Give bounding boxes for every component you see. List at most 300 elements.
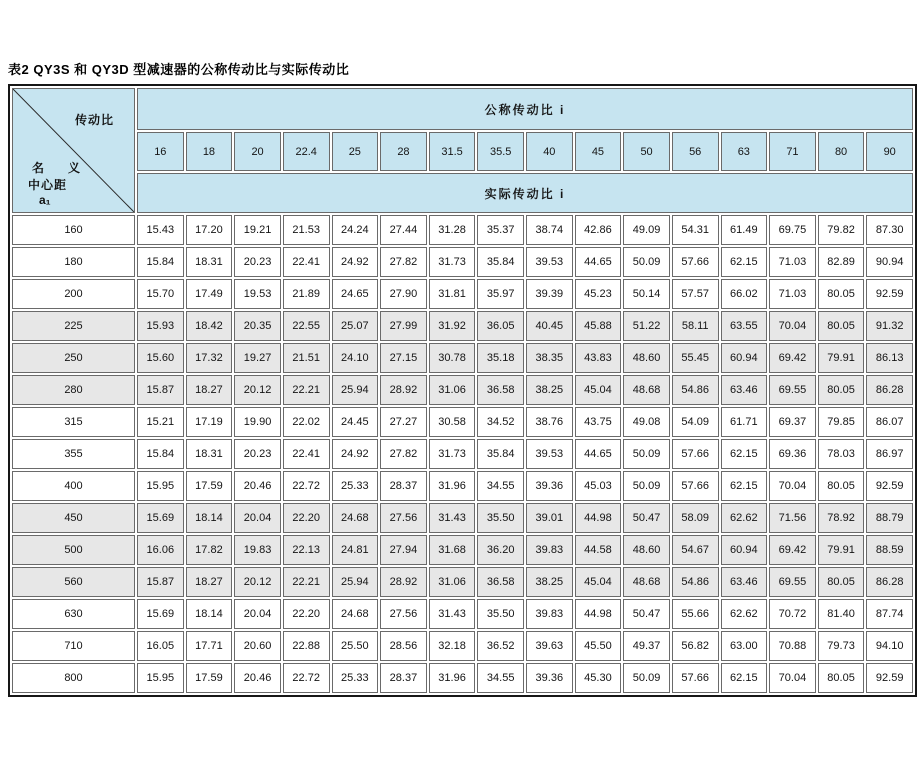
ratio-value-cell: 48.60: [623, 343, 670, 373]
ratio-value-cell: 18.27: [186, 567, 233, 597]
ratio-value-cell: 22.13: [283, 535, 330, 565]
ratio-value-cell: 34.55: [477, 663, 524, 693]
ratio-value-cell: 54.67: [672, 535, 719, 565]
ratio-value-cell: 36.05: [477, 311, 524, 341]
ratio-value-cell: 24.68: [332, 599, 379, 629]
ratio-value-cell: 20.04: [234, 503, 281, 533]
ratio-value-cell: 20.23: [234, 247, 281, 277]
ratio-value-cell: 31.43: [429, 599, 476, 629]
table-body: [12, 215, 913, 693]
ratio-value-cell: 25.07: [332, 311, 379, 341]
ratio-value-cell: 15.69: [137, 599, 184, 629]
corner-center-distance-label: 中心距: [28, 178, 68, 192]
ratio-value-cell: 20.12: [234, 375, 281, 405]
nominal-ratio-header: 31.5: [429, 132, 476, 171]
ratio-value-cell: 30.78: [429, 343, 476, 373]
center-distance-cell: 500: [12, 535, 135, 565]
ratio-value-cell: 57.66: [672, 439, 719, 469]
ratio-value-cell: 86.97: [866, 439, 913, 469]
ratio-value-cell: 31.73: [429, 439, 476, 469]
ratio-value-cell: 22.72: [283, 471, 330, 501]
ratio-value-cell: 36.58: [477, 567, 524, 597]
corner-cell: [12, 88, 135, 213]
ratio-value-cell: 63.00: [721, 631, 768, 661]
ratio-value-cell: 80.05: [818, 279, 865, 309]
ratio-value-cell: 24.92: [332, 439, 379, 469]
ratio-value-cell: 56.82: [672, 631, 719, 661]
ratio-value-cell: 24.45: [332, 407, 379, 437]
ratio-value-cell: 17.19: [186, 407, 233, 437]
ratio-value-cell: 15.84: [137, 439, 184, 469]
table-row: [12, 215, 913, 245]
transmission-ratio-table: [8, 84, 917, 697]
ratio-value-cell: 27.90: [380, 279, 427, 309]
ratio-value-cell: 17.59: [186, 663, 233, 693]
ratio-value-cell: 71.03: [769, 279, 816, 309]
ratio-value-cell: 27.15: [380, 343, 427, 373]
ratio-value-cell: 57.66: [672, 663, 719, 693]
ratio-value-cell: 70.04: [769, 471, 816, 501]
ratio-value-cell: 28.37: [380, 663, 427, 693]
ratio-value-cell: 45.04: [575, 567, 622, 597]
ratio-value-cell: 39.39: [526, 279, 573, 309]
ratio-value-cell: 17.71: [186, 631, 233, 661]
ratio-value-cell: 31.06: [429, 567, 476, 597]
ratio-value-cell: 25.33: [332, 663, 379, 693]
ratio-value-cell: 66.02: [721, 279, 768, 309]
ratio-value-cell: 70.72: [769, 599, 816, 629]
ratio-value-cell: 69.55: [769, 567, 816, 597]
ratio-value-cell: 28.92: [380, 567, 427, 597]
ratio-value-cell: 31.73: [429, 247, 476, 277]
ratio-value-cell: 15.87: [137, 567, 184, 597]
ratio-value-cell: 39.53: [526, 439, 573, 469]
ratio-value-cell: 80.05: [818, 311, 865, 341]
ratio-value-cell: 71.03: [769, 247, 816, 277]
ratio-value-cell: 15.87: [137, 375, 184, 405]
ratio-value-cell: 48.68: [623, 375, 670, 405]
ratio-value-cell: 31.81: [429, 279, 476, 309]
ratio-value-cell: 24.92: [332, 247, 379, 277]
ratio-value-cell: 90.94: [866, 247, 913, 277]
ratio-value-cell: 50.14: [623, 279, 670, 309]
ratio-value-cell: 15.70: [137, 279, 184, 309]
ratio-value-cell: 62.62: [721, 599, 768, 629]
ratio-value-cell: 62.15: [721, 471, 768, 501]
ratio-value-cell: 79.85: [818, 407, 865, 437]
ratio-value-cell: 69.42: [769, 535, 816, 565]
ratio-value-cell: 38.35: [526, 343, 573, 373]
ratio-value-cell: 15.69: [137, 503, 184, 533]
ratio-value-cell: 22.41: [283, 439, 330, 469]
nominal-ratio-header: 40: [526, 132, 573, 171]
ratio-value-cell: 79.82: [818, 215, 865, 245]
nominal-ratio-header: 18: [186, 132, 233, 171]
table-row: [12, 407, 913, 437]
nominal-ratio-header: 45: [575, 132, 622, 171]
ratio-value-cell: 50.09: [623, 439, 670, 469]
ratio-value-cell: 35.18: [477, 343, 524, 373]
table-row: [12, 599, 913, 629]
ratio-value-cell: 61.71: [721, 407, 768, 437]
ratio-value-cell: 19.53: [234, 279, 281, 309]
ratio-value-cell: 71.56: [769, 503, 816, 533]
ratio-value-cell: 19.21: [234, 215, 281, 245]
ratio-value-cell: 24.68: [332, 503, 379, 533]
ratio-value-cell: 18.14: [186, 599, 233, 629]
ratio-value-cell: 69.37: [769, 407, 816, 437]
ratio-value-cell: 44.65: [575, 439, 622, 469]
ratio-value-cell: 49.09: [623, 215, 670, 245]
ratio-value-cell: 58.09: [672, 503, 719, 533]
ratio-value-cell: 44.58: [575, 535, 622, 565]
ratio-value-cell: 92.59: [866, 471, 913, 501]
ratio-value-cell: 34.52: [477, 407, 524, 437]
ratio-value-cell: 78.92: [818, 503, 865, 533]
table-row: [12, 663, 913, 693]
ratio-value-cell: 54.86: [672, 567, 719, 597]
center-distance-cell: 355: [12, 439, 135, 469]
nominal-ratio-header: 28: [380, 132, 427, 171]
nominal-ratio-header: 25: [332, 132, 379, 171]
nominal-ratio-header: 22.4: [283, 132, 330, 171]
ratio-value-cell: 24.81: [332, 535, 379, 565]
ratio-value-cell: 49.37: [623, 631, 670, 661]
ratio-value-cell: 20.46: [234, 663, 281, 693]
ratio-value-cell: 81.40: [818, 599, 865, 629]
ratio-value-cell: 62.15: [721, 439, 768, 469]
actual-ratio-band: 实际传动比 i: [137, 173, 913, 213]
ratio-value-cell: 22.72: [283, 663, 330, 693]
ratio-value-cell: 88.59: [866, 535, 913, 565]
ratio-value-cell: 45.03: [575, 471, 622, 501]
ratio-value-cell: 54.86: [672, 375, 719, 405]
ratio-value-cell: 38.74: [526, 215, 573, 245]
ratio-value-cell: 15.84: [137, 247, 184, 277]
ratio-value-cell: 20.23: [234, 439, 281, 469]
ratio-value-cell: 70.88: [769, 631, 816, 661]
page-title: 表2 QY3S 和 QY3D 型减速器的公称传动比与实际传动比: [8, 62, 350, 77]
ratio-value-cell: 57.57: [672, 279, 719, 309]
ratio-value-cell: 44.65: [575, 247, 622, 277]
ratio-value-cell: 48.68: [623, 567, 670, 597]
center-distance-cell: 560: [12, 567, 135, 597]
ratio-value-cell: 80.05: [818, 471, 865, 501]
ratio-value-cell: 38.25: [526, 375, 573, 405]
nominal-ratio-header: 56: [672, 132, 719, 171]
ratio-value-cell: 27.56: [380, 599, 427, 629]
ratio-value-cell: 25.33: [332, 471, 379, 501]
corner-nominal-label-line1: 名 义: [32, 161, 87, 175]
ratio-value-cell: 15.95: [137, 663, 184, 693]
ratio-value-cell: 15.43: [137, 215, 184, 245]
ratio-value-cell: 69.75: [769, 215, 816, 245]
ratio-value-cell: 21.53: [283, 215, 330, 245]
ratio-value-cell: 45.23: [575, 279, 622, 309]
nominal-ratio-band: 公称传动比 i: [137, 88, 913, 130]
nominal-ratio-header: 16: [137, 132, 184, 171]
ratio-value-cell: 63.46: [721, 375, 768, 405]
ratio-value-cell: 18.31: [186, 247, 233, 277]
ratio-value-cell: 17.49: [186, 279, 233, 309]
ratio-value-cell: 42.86: [575, 215, 622, 245]
ratio-value-cell: 18.27: [186, 375, 233, 405]
table-row: [12, 279, 913, 309]
ratio-value-cell: 39.83: [526, 535, 573, 565]
ratio-value-cell: 15.93: [137, 311, 184, 341]
ratio-value-cell: 44.98: [575, 503, 622, 533]
ratio-value-cell: 44.98: [575, 599, 622, 629]
ratio-value-cell: 82.89: [818, 247, 865, 277]
center-distance-cell: 315: [12, 407, 135, 437]
ratio-value-cell: 35.50: [477, 599, 524, 629]
nominal-ratio-header: 71: [769, 132, 816, 171]
ratio-value-cell: 60.94: [721, 343, 768, 373]
ratio-value-cell: 20.35: [234, 311, 281, 341]
ratio-value-cell: 38.25: [526, 567, 573, 597]
ratio-value-cell: 35.37: [477, 215, 524, 245]
ratio-value-cell: 18.14: [186, 503, 233, 533]
ratio-value-cell: 17.59: [186, 471, 233, 501]
ratio-value-cell: 35.84: [477, 247, 524, 277]
ratio-value-cell: 36.58: [477, 375, 524, 405]
ratio-value-cell: 79.73: [818, 631, 865, 661]
ratio-value-cell: 36.52: [477, 631, 524, 661]
ratio-value-cell: 32.18: [429, 631, 476, 661]
ratio-value-cell: 62.62: [721, 503, 768, 533]
ratio-value-cell: 27.56: [380, 503, 427, 533]
table-row: [12, 631, 913, 661]
ratio-value-cell: 22.02: [283, 407, 330, 437]
ratio-value-cell: 20.60: [234, 631, 281, 661]
ratio-value-cell: 31.92: [429, 311, 476, 341]
center-distance-cell: 400: [12, 471, 135, 501]
ratio-value-cell: 27.94: [380, 535, 427, 565]
ratio-value-cell: 54.31: [672, 215, 719, 245]
ratio-value-cell: 69.36: [769, 439, 816, 469]
ratio-value-cell: 86.13: [866, 343, 913, 373]
ratio-value-cell: 40.45: [526, 311, 573, 341]
ratio-value-cell: 22.21: [283, 375, 330, 405]
table-row: [12, 503, 913, 533]
ratio-value-cell: 43.75: [575, 407, 622, 437]
ratio-value-cell: 24.65: [332, 279, 379, 309]
center-distance-cell: 250: [12, 343, 135, 373]
center-distance-cell: 200: [12, 279, 135, 309]
ratio-value-cell: 38.76: [526, 407, 573, 437]
ratio-value-cell: 61.49: [721, 215, 768, 245]
ratio-value-cell: 31.43: [429, 503, 476, 533]
ratio-value-cell: 60.94: [721, 535, 768, 565]
header-row-actual-band: [12, 173, 913, 213]
ratio-value-cell: 57.66: [672, 247, 719, 277]
ratio-value-cell: 25.94: [332, 375, 379, 405]
ratio-value-cell: 19.90: [234, 407, 281, 437]
nominal-ratio-header: 50: [623, 132, 670, 171]
ratio-value-cell: 24.24: [332, 215, 379, 245]
ratio-value-cell: 70.04: [769, 311, 816, 341]
ratio-value-cell: 27.27: [380, 407, 427, 437]
ratio-value-cell: 22.20: [283, 599, 330, 629]
ratio-value-cell: 57.66: [672, 471, 719, 501]
ratio-value-cell: 31.06: [429, 375, 476, 405]
ratio-value-cell: 45.30: [575, 663, 622, 693]
ratio-value-cell: 39.53: [526, 247, 573, 277]
ratio-value-cell: 17.82: [186, 535, 233, 565]
ratio-value-cell: 20.46: [234, 471, 281, 501]
ratio-value-cell: 25.94: [332, 567, 379, 597]
ratio-value-cell: 69.55: [769, 375, 816, 405]
ratio-value-cell: 21.51: [283, 343, 330, 373]
table-row: [12, 439, 913, 469]
center-distance-cell: 160: [12, 215, 135, 245]
table-row: [12, 375, 913, 405]
table-row: [12, 343, 913, 373]
ratio-value-cell: 63.46: [721, 567, 768, 597]
nominal-ratio-header: 20: [234, 132, 281, 171]
ratio-value-cell: 50.47: [623, 503, 670, 533]
ratio-value-cell: 94.10: [866, 631, 913, 661]
ratio-value-cell: 43.83: [575, 343, 622, 373]
ratio-value-cell: 62.15: [721, 663, 768, 693]
ratio-value-cell: 51.22: [623, 311, 670, 341]
ratio-value-cell: 45.88: [575, 311, 622, 341]
ratio-value-cell: 86.07: [866, 407, 913, 437]
corner-a1-symbol: a₁: [39, 193, 51, 207]
table-row: [12, 471, 913, 501]
ratio-value-cell: 20.04: [234, 599, 281, 629]
ratio-value-cell: 54.09: [672, 407, 719, 437]
ratio-value-cell: 35.97: [477, 279, 524, 309]
ratio-value-cell: 17.20: [186, 215, 233, 245]
ratio-value-cell: 24.10: [332, 343, 379, 373]
ratio-value-cell: 35.84: [477, 439, 524, 469]
center-distance-cell: 450: [12, 503, 135, 533]
header-row-nominal-band: [12, 88, 913, 130]
center-distance-cell: 225: [12, 311, 135, 341]
ratio-value-cell: 18.31: [186, 439, 233, 469]
ratio-value-cell: 22.20: [283, 503, 330, 533]
table-row: [12, 535, 913, 565]
ratio-value-cell: 34.55: [477, 471, 524, 501]
diagonal-line: [13, 89, 134, 212]
ratio-value-cell: 25.50: [332, 631, 379, 661]
nominal-ratio-header: 35.5: [477, 132, 524, 171]
center-distance-cell: 710: [12, 631, 135, 661]
ratio-value-cell: 39.36: [526, 471, 573, 501]
ratio-value-cell: 55.45: [672, 343, 719, 373]
ratio-value-cell: 88.79: [866, 503, 913, 533]
ratio-value-cell: 92.59: [866, 279, 913, 309]
ratio-value-cell: 15.95: [137, 471, 184, 501]
table-row: [12, 567, 913, 597]
ratio-value-cell: 45.50: [575, 631, 622, 661]
ratio-value-cell: 39.36: [526, 663, 573, 693]
ratio-value-cell: 80.05: [818, 663, 865, 693]
ratio-value-cell: 69.42: [769, 343, 816, 373]
ratio-value-cell: 39.01: [526, 503, 573, 533]
ratio-value-cell: 63.55: [721, 311, 768, 341]
ratio-value-cell: 86.28: [866, 375, 913, 405]
table-row: [12, 311, 913, 341]
nominal-ratio-header: 63: [721, 132, 768, 171]
ratio-value-cell: 92.59: [866, 663, 913, 693]
ratio-value-cell: 87.74: [866, 599, 913, 629]
ratio-value-cell: 31.68: [429, 535, 476, 565]
ratio-value-cell: 28.56: [380, 631, 427, 661]
ratio-value-cell: 79.91: [818, 535, 865, 565]
ratio-value-cell: 22.88: [283, 631, 330, 661]
ratio-value-cell: 16.06: [137, 535, 184, 565]
ratio-value-cell: 70.04: [769, 663, 816, 693]
center-distance-cell: 180: [12, 247, 135, 277]
ratio-value-cell: 27.82: [380, 247, 427, 277]
ratio-value-cell: 30.58: [429, 407, 476, 437]
ratio-value-cell: 50.09: [623, 471, 670, 501]
ratio-value-cell: 31.96: [429, 471, 476, 501]
ratio-value-cell: 49.08: [623, 407, 670, 437]
ratio-value-cell: 39.83: [526, 599, 573, 629]
ratio-value-cell: 50.09: [623, 663, 670, 693]
ratio-value-cell: 22.55: [283, 311, 330, 341]
nominal-ratio-header: 80: [818, 132, 865, 171]
ratio-value-cell: 45.04: [575, 375, 622, 405]
ratio-value-cell: 19.27: [234, 343, 281, 373]
ratio-value-cell: 15.60: [137, 343, 184, 373]
ratio-value-cell: 16.05: [137, 631, 184, 661]
ratio-value-cell: 62.15: [721, 247, 768, 277]
ratio-value-cell: 31.96: [429, 663, 476, 693]
ratio-value-cell: 20.12: [234, 567, 281, 597]
ratio-value-cell: 22.41: [283, 247, 330, 277]
ratio-value-cell: 80.05: [818, 567, 865, 597]
ratio-value-cell: 28.92: [380, 375, 427, 405]
ratio-value-cell: 35.50: [477, 503, 524, 533]
ratio-value-cell: 36.20: [477, 535, 524, 565]
ratio-value-cell: 27.82: [380, 439, 427, 469]
ratio-value-cell: 39.63: [526, 631, 573, 661]
center-distance-cell: 630: [12, 599, 135, 629]
ratio-value-cell: 58.11: [672, 311, 719, 341]
ratio-value-cell: 50.47: [623, 599, 670, 629]
ratio-value-cell: 78.03: [818, 439, 865, 469]
nominal-ratio-header: 90: [866, 132, 913, 171]
ratio-value-cell: 87.30: [866, 215, 913, 245]
corner-ratio-label: 传动比: [75, 113, 115, 127]
ratio-value-cell: 27.44: [380, 215, 427, 245]
ratio-value-cell: 18.42: [186, 311, 233, 341]
ratio-value-cell: 80.05: [818, 375, 865, 405]
ratio-value-cell: 79.91: [818, 343, 865, 373]
ratio-value-cell: 91.32: [866, 311, 913, 341]
ratio-value-cell: 19.83: [234, 535, 281, 565]
ratio-value-cell: 31.28: [429, 215, 476, 245]
ratio-value-cell: 15.21: [137, 407, 184, 437]
ratio-value-cell: 50.09: [623, 247, 670, 277]
ratio-value-cell: 48.60: [623, 535, 670, 565]
ratio-value-cell: 17.32: [186, 343, 233, 373]
center-distance-cell: 800: [12, 663, 135, 693]
ratio-value-cell: 28.37: [380, 471, 427, 501]
ratio-value-cell: 55.66: [672, 599, 719, 629]
center-distance-cell: 280: [12, 375, 135, 405]
ratio-value-cell: 21.89: [283, 279, 330, 309]
header-row-ratio-values: [12, 132, 913, 171]
ratio-value-cell: 86.28: [866, 567, 913, 597]
ratio-value-cell: 27.99: [380, 311, 427, 341]
table-row: [12, 247, 913, 277]
ratio-value-cell: 22.21: [283, 567, 330, 597]
